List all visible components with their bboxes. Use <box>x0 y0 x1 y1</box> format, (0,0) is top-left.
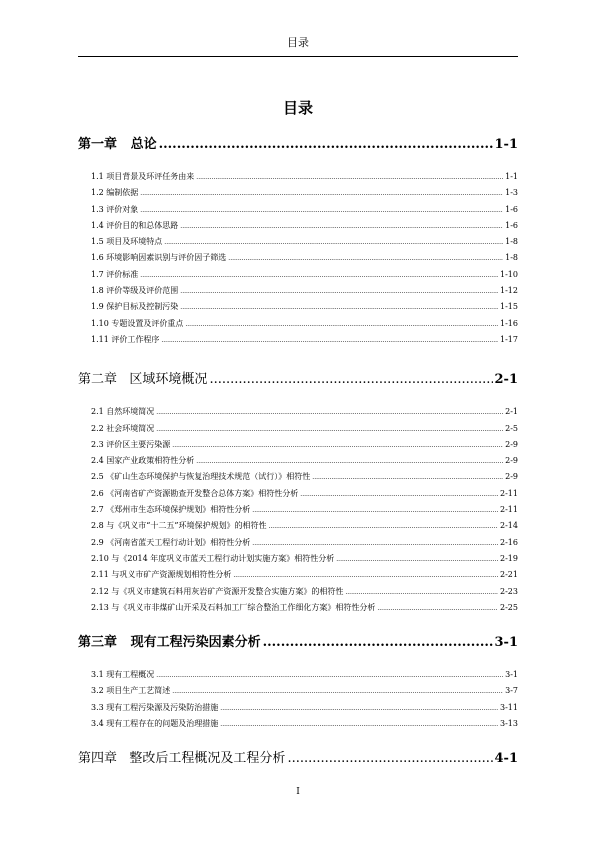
table-of-contents <box>78 136 518 768</box>
dot-leader <box>156 427 503 433</box>
section-title: 社会环境简况 <box>106 423 155 433</box>
section-number: 1.11 <box>91 334 109 344</box>
dot-leader <box>220 706 498 712</box>
section-title: 编制依据 <box>106 188 139 198</box>
section-number: 2.7 <box>91 505 104 515</box>
chapter-page: 3-1 <box>494 635 518 651</box>
chapter-title: 总论 <box>130 137 157 152</box>
toc-chapter-4[interactable] <box>78 750 518 768</box>
section-title: 与《2014 年度巩义市蓝天工程行动计划实施方案》相符性分析 <box>111 553 335 563</box>
dot-leader <box>172 443 503 449</box>
section-page: 1-3 <box>505 188 518 198</box>
section-page: 1-17 <box>500 334 518 344</box>
dot-leader <box>180 305 498 311</box>
section-number: 1.2 <box>91 188 104 198</box>
section-number: 2.8 <box>91 521 104 531</box>
section-title: 专题设置及评价重点 <box>111 318 184 328</box>
toc-section-2-8[interactable] <box>78 518 518 534</box>
section-title: 《矿山生态环境保护与恢复治理技术规范（试行）》相符性 <box>106 472 311 482</box>
section-title: 现有工程存在的问题及治理措施 <box>106 719 219 729</box>
section-number: 2.12 <box>91 586 109 596</box>
dot-leader <box>180 224 503 230</box>
dot-leader <box>196 459 503 465</box>
chapter-title: 区域环境概况 <box>129 372 208 388</box>
section-page: 3-13 <box>500 719 518 729</box>
section-page: 1-1 <box>505 172 518 181</box>
dot-leader <box>156 410 503 416</box>
section-title: 《河南省蓝天工程行动计划》相符性分析 <box>106 537 251 547</box>
toc-section-1-3[interactable] <box>78 202 518 218</box>
section-title: 项目背景及环评任务由来 <box>106 172 195 181</box>
page-number: I <box>296 787 300 797</box>
running-header: 目录 <box>287 36 309 49</box>
section-number: 2.6 <box>91 488 104 498</box>
dot-leader <box>233 573 498 579</box>
section-title: 现有工程污染源及污染防治措施 <box>106 702 219 712</box>
chapter-title: 现有工程污染因素分析 <box>130 635 261 651</box>
section-number: 2.9 <box>91 537 104 547</box>
toc-section-3-3[interactable] <box>78 700 518 716</box>
section-title: 与巩义市矿产资源规划相符性分析 <box>111 570 232 580</box>
section-number: 2.1 <box>91 407 104 417</box>
section-page: 2-1 <box>505 407 518 417</box>
section-page: 2-5 <box>505 423 518 433</box>
section-number: 1.3 <box>91 204 104 214</box>
toc-section-1-7[interactable] <box>78 267 518 283</box>
toc-section-1-8[interactable] <box>78 283 518 299</box>
toc-section-1-4[interactable] <box>78 218 518 234</box>
section-page: 2-9 <box>505 439 518 449</box>
toc-section-1-11[interactable] <box>78 332 518 348</box>
section-number: 2.3 <box>91 439 104 449</box>
section-page: 1-16 <box>500 318 518 328</box>
toc-chapter-3[interactable] <box>78 634 518 652</box>
section-title: 与《巩义市“十二五”环境保护规划》的相符性 <box>106 521 267 531</box>
toc-section-2-5[interactable] <box>78 469 518 485</box>
section-number: 1.5 <box>91 237 104 247</box>
section-page: 1-12 <box>500 286 518 296</box>
section-page: 1-10 <box>500 269 518 279</box>
section-number: 1.7 <box>91 269 104 279</box>
toc-section-2-4[interactable] <box>78 453 518 469</box>
chapter-number: 第四章 <box>78 751 118 767</box>
toc-section-2-10[interactable] <box>78 551 518 567</box>
section-page: 2-21 <box>500 570 518 580</box>
toc-section-2-3[interactable] <box>78 437 518 453</box>
toc-section-3-1[interactable] <box>78 667 518 683</box>
section-title: 评价目的和总体思路 <box>106 220 179 230</box>
section-number: 3.4 <box>91 719 104 729</box>
section-title: 《郑州市生态环境保护规划》相符性分析 <box>106 505 251 515</box>
dot-leader <box>287 752 492 765</box>
dot-leader <box>159 138 493 151</box>
toc-section-1-10[interactable] <box>78 316 518 332</box>
dot-leader <box>312 475 503 481</box>
dot-leader <box>263 636 493 649</box>
section-title: 保护目标及控制污染 <box>106 302 179 312</box>
dot-leader <box>336 557 498 563</box>
dot-leader <box>268 524 498 530</box>
section-page: 2-25 <box>500 602 518 612</box>
toc-section-2-11[interactable] <box>78 567 518 583</box>
section-page: 3-11 <box>500 702 518 712</box>
toc-chapter-1[interactable] <box>78 136 518 154</box>
toc-section-2-1[interactable] <box>78 404 518 420</box>
section-number: 2.10 <box>91 553 109 563</box>
dot-leader <box>220 722 498 728</box>
dot-leader <box>180 289 498 295</box>
dot-leader <box>156 673 503 679</box>
toc-title: 目录 <box>282 99 313 117</box>
toc-section-1-2[interactable] <box>78 185 518 201</box>
toc-section-2-6[interactable] <box>78 486 518 502</box>
toc-section-2-12[interactable] <box>78 584 518 600</box>
section-page: 1-6 <box>505 220 518 230</box>
section-number: 2.4 <box>91 456 104 466</box>
dot-leader <box>172 689 503 695</box>
dot-leader <box>345 590 498 596</box>
toc-section-2-2[interactable] <box>78 421 518 437</box>
section-page: 2-9 <box>505 456 518 466</box>
section-page: 3-7 <box>505 686 518 696</box>
section-number: 1.1 <box>91 172 104 181</box>
section-number: 2.13 <box>91 602 109 612</box>
toc-section-1-5[interactable] <box>78 234 518 250</box>
header-rule <box>78 56 518 57</box>
dot-leader <box>140 191 503 197</box>
section-number: 2.2 <box>91 423 104 433</box>
dot-leader <box>252 541 498 547</box>
chapter-number: 第一章 <box>78 137 118 152</box>
section-page: 2-9 <box>505 472 518 482</box>
chapter-number: 第二章 <box>78 372 118 388</box>
section-page: 1-8 <box>505 237 518 247</box>
section-page: 1-8 <box>505 253 518 263</box>
toc-section-1-6[interactable] <box>78 250 518 266</box>
dot-leader <box>377 606 498 612</box>
dot-leader <box>140 273 498 279</box>
section-page: 2-14 <box>500 521 518 531</box>
section-number: 1.9 <box>91 302 104 312</box>
toc-chapter-2[interactable] <box>78 371 518 389</box>
section-title: 评价区主要污染源 <box>106 439 171 449</box>
section-title: 评价对象 <box>106 204 139 214</box>
toc-section-3-2[interactable] <box>78 683 518 699</box>
section-page: 2-16 <box>500 537 518 547</box>
section-number: 1.10 <box>91 318 109 328</box>
section-number: 2.5 <box>91 472 104 482</box>
toc-section-1-9[interactable] <box>78 299 518 315</box>
dot-leader <box>252 508 498 514</box>
section-page: 1-15 <box>500 302 518 312</box>
toc-section-1-1[interactable] <box>78 169 518 185</box>
dot-leader <box>185 322 498 328</box>
section-number: 2.11 <box>91 570 109 580</box>
section-page: 2-19 <box>500 553 518 563</box>
section-number: 3.3 <box>91 702 104 712</box>
dot-leader <box>209 373 492 386</box>
dot-leader <box>164 240 503 246</box>
chapter-page: 1-1 <box>494 137 518 152</box>
section-number: 1.6 <box>91 253 104 263</box>
dot-leader <box>140 208 503 214</box>
dot-leader <box>300 492 498 498</box>
toc-section-2-9[interactable] <box>78 535 518 551</box>
section-title: 《河南省矿产资源勘查开发整合总体方案》相符性分析 <box>106 488 299 498</box>
toc-section-3-4[interactable] <box>78 716 518 732</box>
section-page: 2-11 <box>500 488 518 498</box>
chapter-title: 整改后工程概况及工程分析 <box>129 751 286 767</box>
section-page: 2-11 <box>500 505 518 515</box>
section-title: 评价工作程序 <box>111 334 160 344</box>
section-page: 1-6 <box>505 204 518 214</box>
section-title: 现有工程概况 <box>106 670 155 680</box>
section-title: 评价标准 <box>106 269 139 279</box>
section-title: 项目及环境特点 <box>106 237 163 247</box>
toc-section-2-7[interactable] <box>78 502 518 518</box>
section-title: 与《巩义市建筑石料用灰岩矿产资源开发整合实施方案》的相符性 <box>111 586 344 596</box>
dot-leader <box>228 256 503 262</box>
dot-leader <box>161 338 498 344</box>
section-page: 2-23 <box>500 586 518 596</box>
section-title: 环境影响因素识别与评价因子筛选 <box>106 253 227 263</box>
section-title: 与《巩义市非煤矿山开采及石料加工厂综合整治工作细化方案》相符性分析 <box>111 602 376 612</box>
section-title: 自然环境简况 <box>106 407 155 417</box>
chapter-page: 4-1 <box>494 751 518 767</box>
section-number: 3.1 <box>91 670 104 680</box>
section-page: 3-1 <box>505 670 518 680</box>
toc-section-2-13[interactable] <box>78 600 518 616</box>
section-title: 项目生产工艺简述 <box>106 686 171 696</box>
section-title: 评价等级及评价范围 <box>106 286 179 296</box>
section-number: 1.8 <box>91 286 104 296</box>
section-number: 1.4 <box>91 220 104 230</box>
chapter-number: 第三章 <box>78 635 118 651</box>
section-number: 3.2 <box>91 686 104 696</box>
section-title: 国家产业政策相符性分析 <box>106 456 195 466</box>
dot-leader <box>196 175 503 181</box>
chapter-page: 2-1 <box>494 372 518 388</box>
